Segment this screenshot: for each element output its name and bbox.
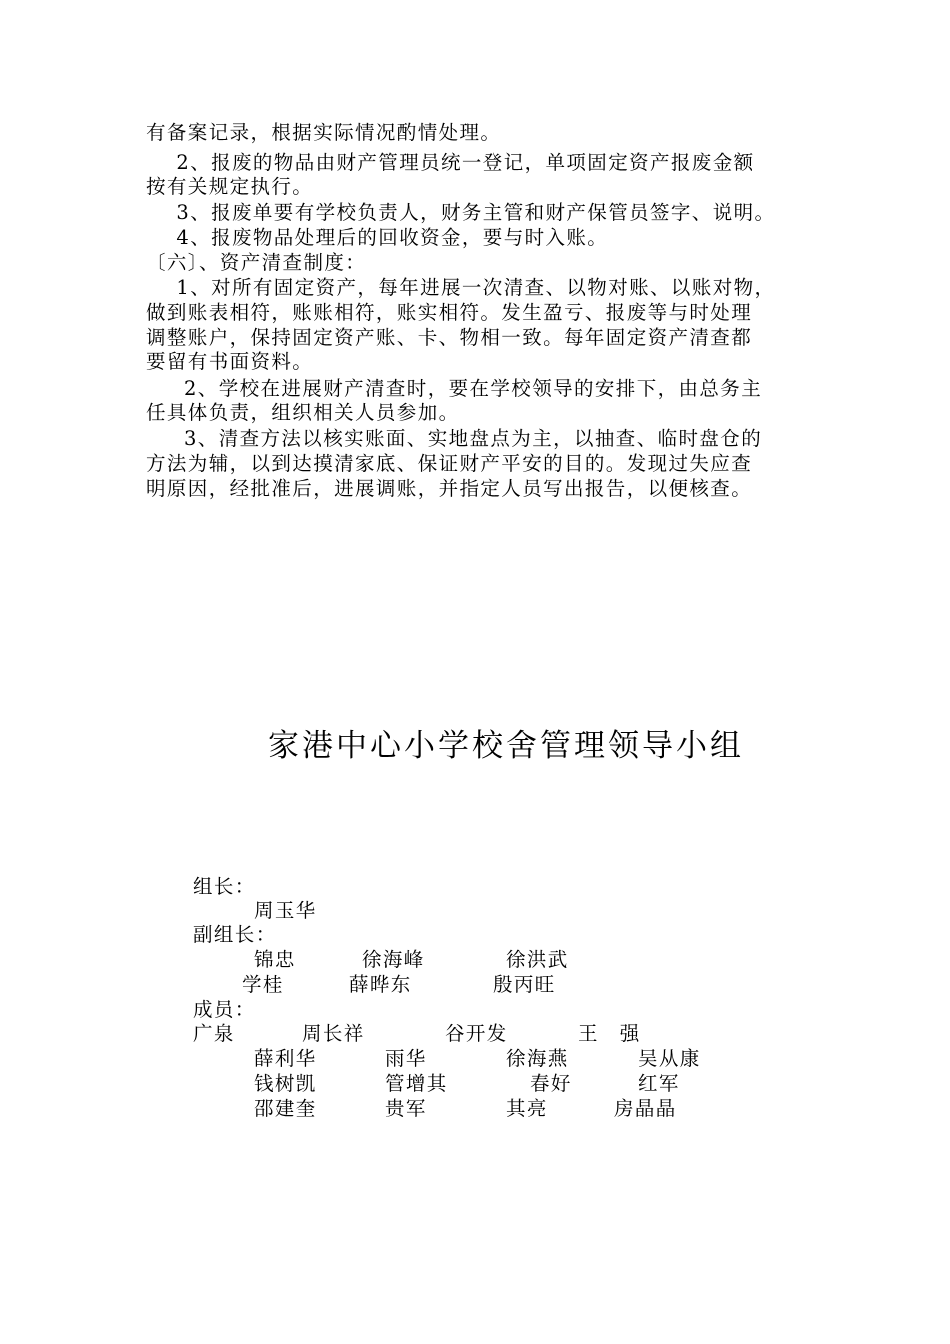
- member-name: 管增其: [385, 1072, 448, 1095]
- member-name: 薛利华: [254, 1047, 317, 1070]
- member-name: 谷开发: [445, 1022, 508, 1045]
- member-name: 红军: [638, 1072, 680, 1095]
- member-name: 邵建奎: [254, 1097, 317, 1120]
- deputy-name: 徐洪武: [506, 948, 569, 971]
- body-line: 3、报废单要有学校负责人，财务主管和财产保管员签字、说明。: [146, 201, 776, 224]
- section-heading: 〔六〕、资产清查制度：: [146, 251, 367, 274]
- deputy-name: 薛晔东: [349, 973, 412, 996]
- leader-label: 组长：: [193, 875, 256, 898]
- body-line: 做到账表相符，账账相符，账实相符。发生盈亏、报废等与时处理: [146, 301, 753, 324]
- member-name: 王 强: [578, 1022, 641, 1045]
- body-line: 要留有书面资料。: [146, 350, 314, 373]
- member-name: 钱树凯: [254, 1072, 317, 1095]
- deputy-label: 副组长：: [193, 923, 277, 946]
- deputy-name: 锦忠: [254, 948, 296, 971]
- body-line: 3、清查方法以核实账面、实地盘点为主，以抽查、临时盘仓的: [146, 427, 763, 450]
- body-line: 2、学校在进展财产清查时，要在学校领导的安排下，由总务主: [146, 377, 763, 400]
- body-line: 4、报废物品处理后的回收资金，要与时入账。: [146, 226, 609, 249]
- member-name: 徐海燕: [506, 1047, 569, 1070]
- group-title: 家港中心小学校舍管理领导小组: [268, 728, 744, 764]
- deputy-name: 学桂: [242, 973, 284, 996]
- member-name: 吴从康: [638, 1047, 701, 1070]
- members-label: 成员：: [193, 998, 256, 1021]
- body-line: 任具体负责，组织相关人员参加。: [146, 401, 460, 424]
- deputy-name: 徐海峰: [362, 948, 425, 971]
- member-name: 春好: [530, 1072, 572, 1095]
- member-name: 其亮: [506, 1097, 548, 1120]
- member-name: 雨华: [385, 1047, 427, 1070]
- member-name: 贵军: [385, 1097, 427, 1120]
- member-name: 周长祥: [302, 1022, 365, 1045]
- body-line: 调整账户，保持固定资产账、卡、物相一致。每年固定资产清查都: [146, 326, 753, 349]
- body-line: 明原因，经批准后，进展调账，并指定人员写出报告，以便核查。: [146, 477, 753, 500]
- member-name: 房晶晶: [614, 1097, 677, 1120]
- body-line: 2、报废的物品由财产管理员统一登记，单项固定资产报废金额: [146, 151, 755, 174]
- deputy-name: 殷丙旺: [493, 973, 556, 996]
- body-line: 有备案记录，根据实际情况酌情处理。: [146, 121, 502, 144]
- body-line: 1、对所有固定资产，每年进展一次清查、以物对账、以账对物，: [146, 276, 776, 299]
- body-line: 按有关规定执行。: [146, 175, 314, 198]
- leader-name: 周玉华: [254, 899, 317, 922]
- member-name: 广泉: [193, 1022, 235, 1045]
- body-line: 方法为辅，以到达摸清家底、保证财产平安的目的。发现过失应查: [146, 452, 753, 475]
